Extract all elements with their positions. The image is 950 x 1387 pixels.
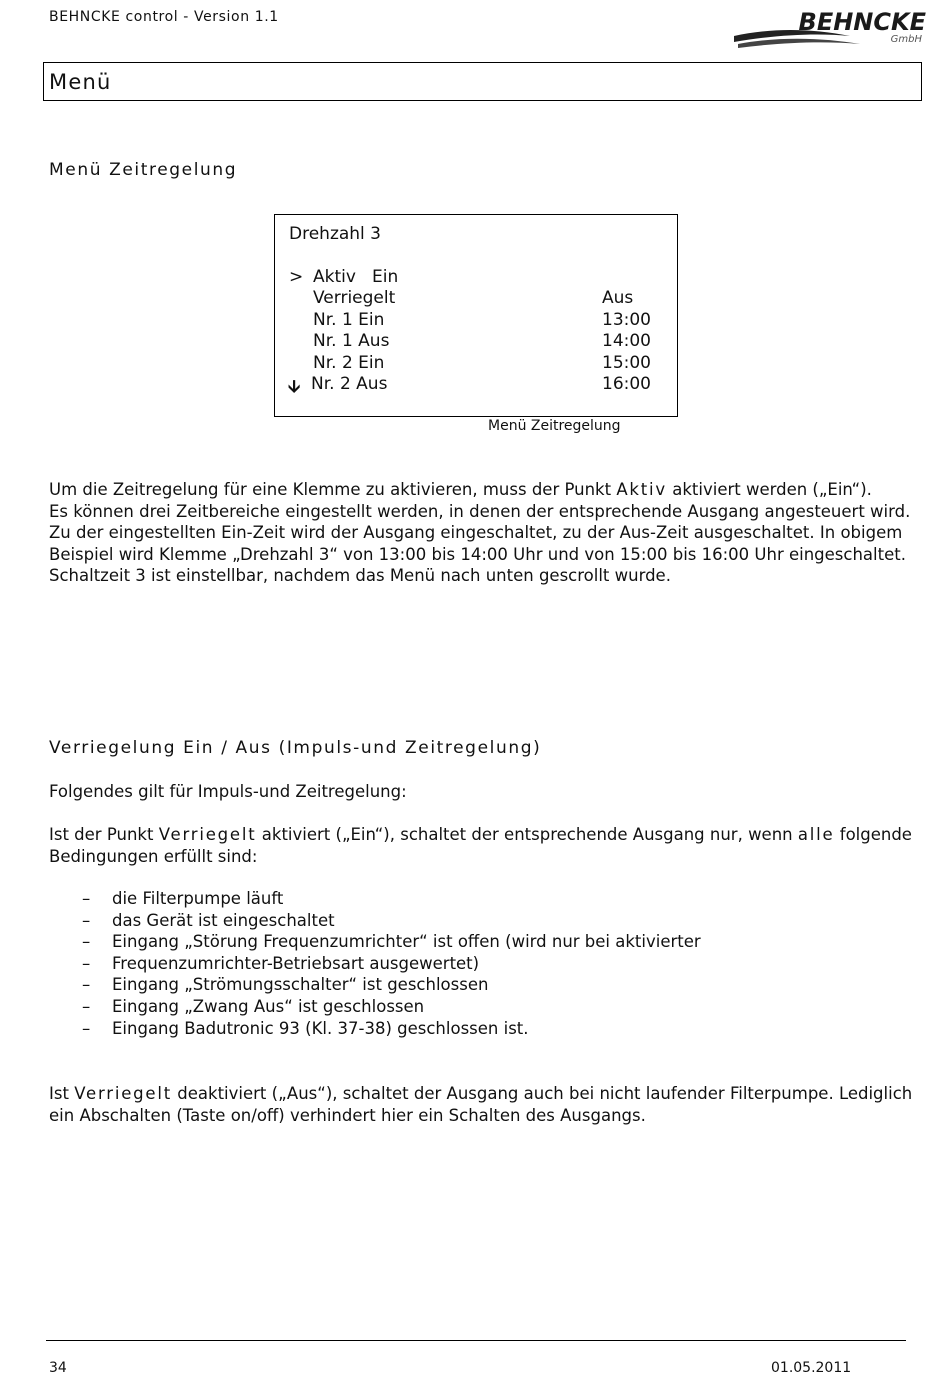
screen-row-value: 15:00 bbox=[602, 353, 651, 373]
paragraph-intro: Folgendes gilt für Impuls-und Zeitregelung: bbox=[49, 782, 407, 801]
paragraph-conditions: Ist der Punkt Verriegelt aktiviert („Ein“), schaltet der entsprechende Ausgang nur, wenn alle folgende Bedingungen erfüllt sind: bbox=[49, 825, 912, 866]
term-alle: alle bbox=[797, 825, 835, 844]
screen-row-value: 14:00 bbox=[602, 331, 651, 351]
screen-row-value: 16:00 bbox=[602, 374, 651, 394]
screen-row-value: 13:00 bbox=[602, 310, 651, 330]
document-header-title: BEHNCKE control - Version 1.1 bbox=[49, 9, 279, 25]
footer-divider bbox=[46, 1340, 906, 1341]
list-item: – die Filterpumpe läuft bbox=[82, 889, 284, 908]
behncke-logo bbox=[730, 6, 930, 52]
screen-row-value: Aus bbox=[602, 288, 634, 308]
screen-row-value: Ein bbox=[372, 267, 399, 287]
page-number: 34 bbox=[49, 1360, 67, 1376]
paragraph-zeitregelung bbox=[49, 479, 919, 587]
list-item: – Eingang Badutronic 93 (Kl. 37-38) geschlossen ist. bbox=[82, 1018, 529, 1038]
screen-title: Drehzahl 3 bbox=[289, 224, 381, 244]
term-verriegelt: Verriegelt bbox=[74, 1084, 173, 1103]
figure-caption: Menü Zeitregelung bbox=[488, 418, 621, 434]
screen-row-label: Nr. 1 Ein bbox=[313, 310, 385, 330]
screen-row-label: Verriegelt bbox=[313, 288, 396, 308]
list-item: – Eingang „Zwang Aus“ ist geschlossen bbox=[82, 996, 425, 1016]
screen-row-label: Nr. 1 Aus bbox=[313, 331, 390, 351]
logo-subtext: GmbH bbox=[890, 34, 922, 45]
scroll-down-arrow-icon: 🡫 bbox=[288, 377, 301, 397]
display-screen bbox=[274, 214, 678, 417]
footer-date: 01.05.2011 bbox=[771, 1360, 852, 1376]
term-aktiv: Aktiv bbox=[616, 480, 667, 499]
logo-text: BEHNCKE bbox=[798, 8, 926, 36]
paragraph-line: Es können drei Zeitbereiche eingestellt werden, in denen der entsprechende Ausgang angesteuert wird. Zu der eingestellten Ein-Zeit wird der Ausgang eingeschaltet, zu der Aus-Zeit ausgeschaltet. In obigem Beispiel wird Klemme „Drehzahl 3“ von 13:00 bis 14:00 Uhr und von 15:00 bis 16:00 Uhr eingeschaltet. Schaltzeit 3 ist einstellbar, nachdem das Menü nach unten gescrollt wurde. bbox=[49, 501, 911, 586]
list-item: – Eingang „Strömungsschalter“ ist geschlossen bbox=[82, 975, 489, 995]
section-title-zeitregelung: Menü Zeitregelung bbox=[49, 160, 238, 180]
conditions-list bbox=[82, 888, 701, 1039]
section-title-verriegelung: Verriegelung Ein / Aus (Impuls-und Zeitregelung) bbox=[49, 738, 542, 758]
screen-row-label: Nr. 2 Ein bbox=[313, 353, 385, 373]
paragraph-line: Um die Zeitregelung für eine Klemme zu aktivieren, muss der Punkt Aktiv aktiviert werden („Ein“). bbox=[49, 480, 872, 499]
term-verriegelt: Verriegelt bbox=[158, 825, 257, 844]
list-item: – das Gerät ist eingeschaltet bbox=[82, 910, 335, 930]
chapter-title: Menü bbox=[49, 70, 112, 94]
screen-row-label: Nr. 2 Aus bbox=[311, 374, 388, 394]
screen-cursor: > bbox=[289, 267, 304, 287]
screen-row-label: Aktiv bbox=[313, 267, 356, 287]
list-item: – Frequenzumrichter-Betriebsart ausgewertet) bbox=[82, 953, 480, 973]
chapter-box bbox=[43, 62, 922, 101]
paragraph-deaktiviert: Ist Verriegelt deaktiviert („Aus“), schaltet der Ausgang auch bei nicht laufender Filterpumpe. Lediglich ein Abschalten (Taste on/off) verhindert hier ein Schalten des Ausgangs. bbox=[49, 1084, 913, 1125]
list-item: – Eingang „Störung Frequenzumrichter“ ist offen (wird nur bei aktivierter bbox=[82, 932, 701, 952]
